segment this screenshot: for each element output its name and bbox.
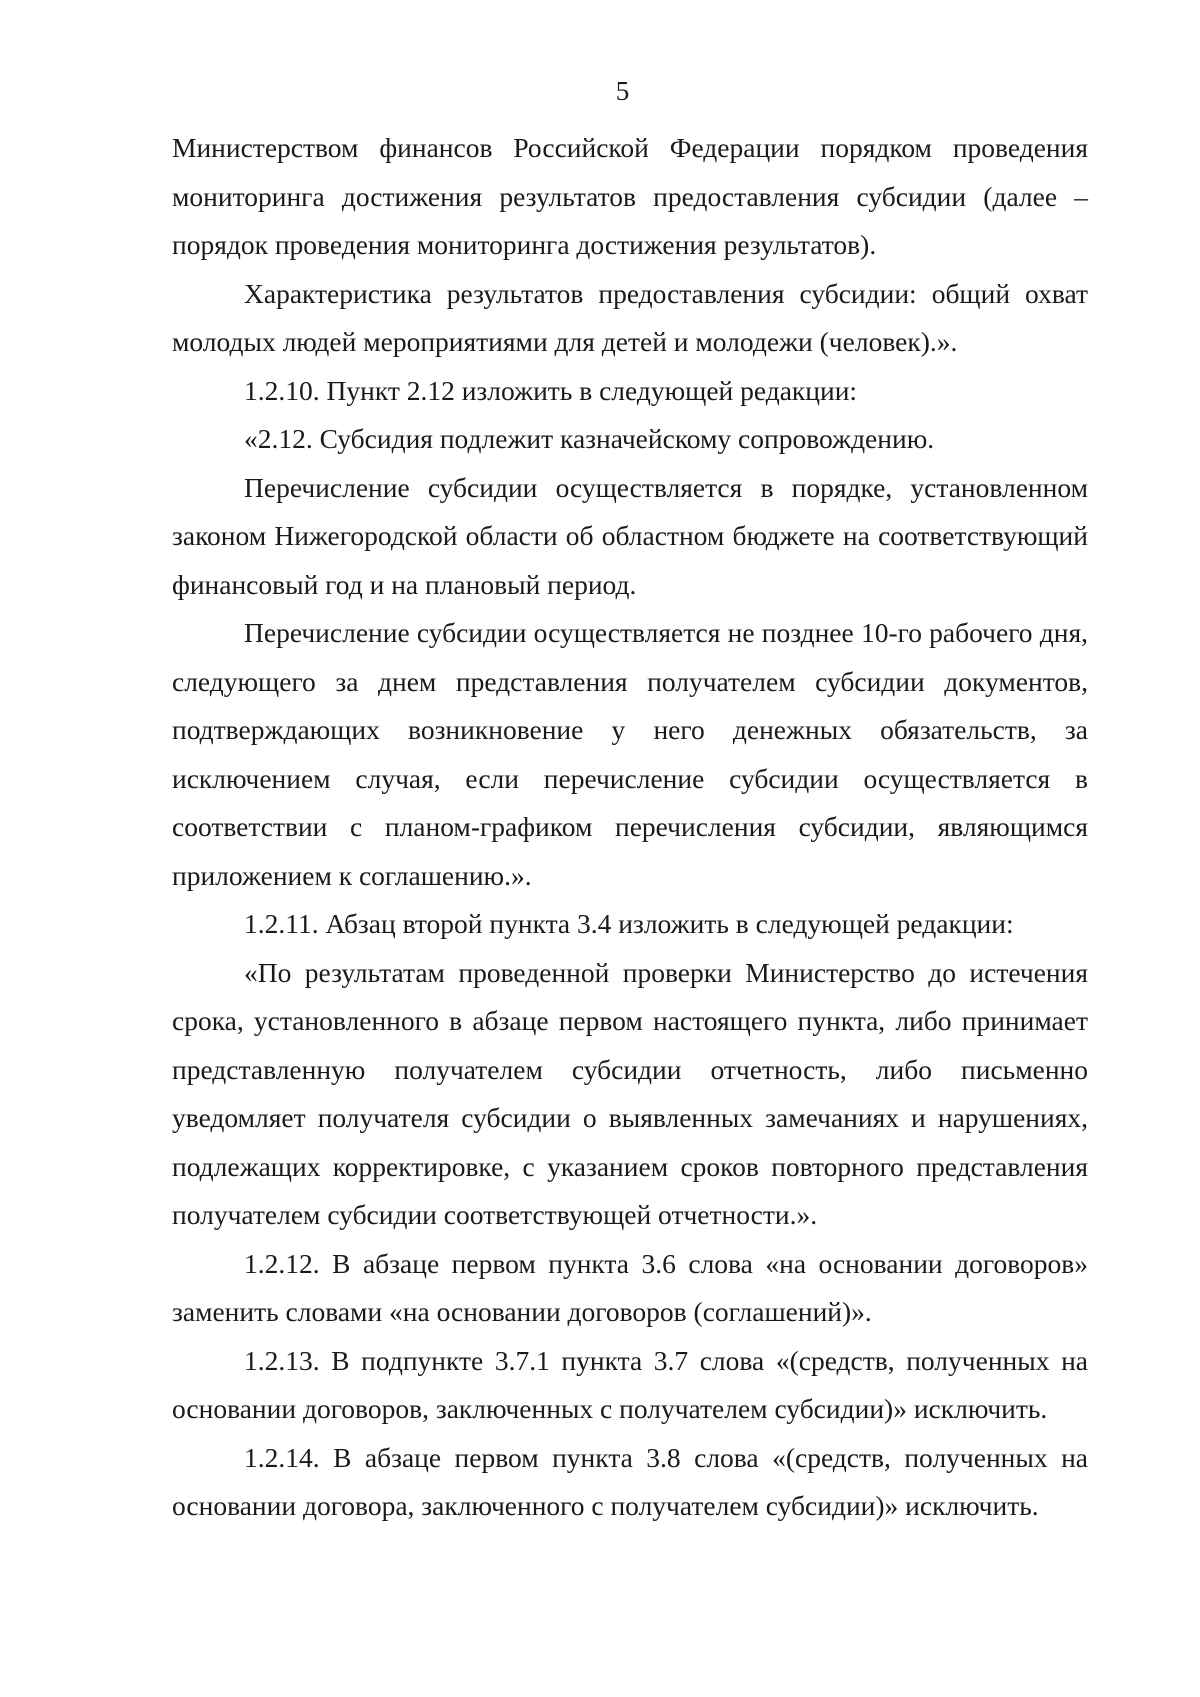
paragraph-results-characteristic: Характеристика результатов предоставления субсидии: общий охват молодых людей мероприятиями для детей и молодежи (человек).». — [172, 277, 1088, 357]
paragraph-1-2-11: 1.2.11. Абзац второй пункта 3.4 изложить в следующей редакции: — [244, 908, 1014, 939]
paragraph-transfer-order: Перечисление субсидии осуществляется в порядке, установленном законом Нижегородской области об областном бюджете на соответствующий финансовый год и на плановый период. — [172, 471, 1088, 600]
page-number: 5 — [615, 76, 630, 106]
paragraph-continuation: Министерством финансов Российской Федерации порядком проведения мониторинга достижения результатов предоставления субсидии (далее – порядок проведения мониторинга достижения результатов). — [172, 132, 1088, 260]
document-body — [172, 124, 1088, 1531]
paragraph-transfer-deadline: Перечисление субсидии осуществляется не позднее 10-го рабочего дня, следующего за днем представления получателем субсидии документов, подтверждающих возникновение у него денежных обязательств, за исключением случая, если перечисление субсидии осуществляется в соответствии с планом-графиком перечисления субсидии, являющимся приложением к соглашению.». — [172, 617, 1088, 891]
paragraph-1-2-14: 1.2.14. В абзаце первом пункта 3.8 слова «(средств, полученных на основании договора, заключенного с получателем субсидии)» исключить. — [172, 1441, 1088, 1521]
paragraph-1-2-10: 1.2.10. Пункт 2.12 изложить в следующей редакции: — [244, 374, 858, 406]
paragraph-2-12: «2.12. Субсидия подлежит казначейскому сопровождению. — [244, 423, 935, 454]
paragraph-verification-results: «По результатам проведенной проверки Министерство до истечения срока, установленного в абзаце первом настоящего пункта, либо принимает представленную получателем субсидии отчетность, либо письменно уведомляет получателя субсидии о выявленных замечаниях и нарушениях, подлежащих корректировке, с указанием сроков повторного представления получателем субсидии соответствующей отчетности.». — [172, 956, 1088, 1230]
paragraph-1-2-12: 1.2.12. В абзаце первом пункта 3.6 слова «на основании договоров» заменить словами «на основании договоров (соглашений)». — [172, 1247, 1088, 1327]
paragraph-1-2-13: 1.2.13. В подпункте 3.7.1 пункта 3.7 слова «(средств, полученных на основании договоров, заключенных с получателем субсидии)» исключить. — [172, 1344, 1088, 1424]
